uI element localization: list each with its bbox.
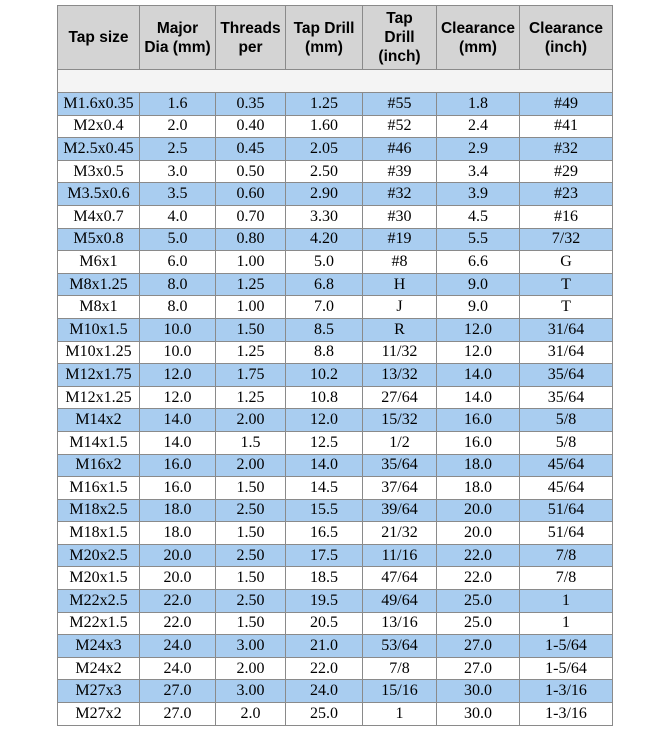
cell-threads-per: 0.45	[216, 138, 286, 161]
cell-major-dia: 18.0	[140, 522, 216, 545]
cell-clearance-mm: 12.0	[437, 318, 520, 341]
cell-tap-size: M10x1.5	[58, 318, 140, 341]
table-row	[58, 296, 613, 319]
cell-threads-per: 1.50	[216, 477, 286, 500]
table-row	[58, 318, 613, 341]
cell-threads-per: 0.35	[216, 93, 286, 116]
cell-tap-drill-mm: 15.5	[286, 499, 363, 522]
spacer-cell	[58, 70, 613, 93]
cell-clearance-inch: 51/64	[520, 499, 613, 522]
cell-tap-drill-inch: 11/16	[363, 544, 437, 567]
header-line: per	[238, 38, 263, 56]
cell-threads-per: 0.60	[216, 183, 286, 206]
cell-threads-per: 2.50	[216, 590, 286, 613]
cell-threads-per: 1.5	[216, 431, 286, 454]
cell-clearance-inch: 1-5/64	[520, 657, 613, 680]
cell-tap-size: M27x3	[58, 680, 140, 703]
cell-threads-per: 2.00	[216, 409, 286, 432]
cell-threads-per: 1.50	[216, 612, 286, 635]
cell-clearance-inch: 1	[520, 612, 613, 635]
cell-threads-per: 1.50	[216, 522, 286, 545]
cell-tap-drill-inch: 15/16	[363, 680, 437, 703]
cell-tap-drill-mm: 1.25	[286, 93, 363, 116]
cell-tap-drill-inch: 7/8	[363, 657, 437, 680]
cell-tap-size: M20x2.5	[58, 544, 140, 567]
header-tap-size	[58, 6, 140, 70]
header-line: (mm)	[305, 38, 343, 56]
table-row	[58, 590, 613, 613]
cell-threads-per: 0.40	[216, 115, 286, 138]
cell-threads-per: 1.50	[216, 567, 286, 590]
cell-tap-drill-mm: 14.5	[286, 477, 363, 500]
cell-threads-per: 1.75	[216, 364, 286, 387]
table-row	[58, 93, 613, 116]
header-line: Clearance	[528, 19, 604, 37]
cell-tap-drill-mm: 20.5	[286, 612, 363, 635]
cell-tap-drill-inch: R	[363, 318, 437, 341]
table-row	[58, 409, 613, 432]
cell-major-dia: 14.0	[140, 409, 216, 432]
cell-tap-size: M2.5x0.45	[58, 138, 140, 161]
cell-major-dia: 2.0	[140, 115, 216, 138]
cell-tap-drill-inch: #8	[363, 251, 437, 274]
cell-threads-per: 1.50	[216, 318, 286, 341]
cell-clearance-inch: 45/64	[520, 454, 613, 477]
cell-major-dia: 4.0	[140, 205, 216, 228]
header-line: Major	[156, 19, 199, 37]
cell-clearance-inch: #23	[520, 183, 613, 206]
cell-tap-size: M22x1.5	[58, 612, 140, 635]
cell-tap-size: M1.6x0.35	[58, 93, 140, 116]
cell-threads-per: 1.00	[216, 251, 286, 274]
table-row	[58, 160, 613, 183]
cell-tap-drill-mm: 3.30	[286, 205, 363, 228]
cell-clearance-mm: 16.0	[437, 431, 520, 454]
header-line: Threads	[220, 19, 281, 37]
cell-tap-drill-inch: #32	[363, 183, 437, 206]
header-line: Clearance	[440, 19, 516, 37]
cell-clearance-inch: 51/64	[520, 522, 613, 545]
cell-clearance-mm: 16.0	[437, 409, 520, 432]
cell-tap-size: M12x1.25	[58, 386, 140, 409]
header-line: Dia (mm)	[144, 38, 211, 56]
cell-tap-size: M18x1.5	[58, 522, 140, 545]
cell-tap-size: M3.5x0.6	[58, 183, 140, 206]
cell-clearance-inch: 31/64	[520, 341, 613, 364]
header-line: (inch)	[378, 48, 421, 65]
cell-major-dia: 10.0	[140, 341, 216, 364]
cell-clearance-mm: 9.0	[437, 273, 520, 296]
table-row	[58, 115, 613, 138]
cell-tap-drill-inch: J	[363, 296, 437, 319]
table-row	[58, 477, 613, 500]
cell-clearance-mm: 3.9	[437, 183, 520, 206]
table-row	[58, 183, 613, 206]
cell-clearance-mm: 12.0	[437, 341, 520, 364]
cell-clearance-mm: 22.0	[437, 544, 520, 567]
cell-tap-drill-inch: 27/64	[363, 386, 437, 409]
cell-tap-drill-inch: 15/32	[363, 409, 437, 432]
cell-tap-size: M14x2	[58, 409, 140, 432]
cell-tap-size: M22x2.5	[58, 590, 140, 613]
cell-clearance-inch: 45/64	[520, 477, 613, 500]
cell-tap-drill-inch: 21/32	[363, 522, 437, 545]
cell-clearance-mm: 18.0	[437, 454, 520, 477]
cell-tap-drill-inch: 1/2	[363, 431, 437, 454]
cell-threads-per: 0.70	[216, 205, 286, 228]
cell-major-dia: 5.0	[140, 228, 216, 251]
cell-clearance-inch: 1-3/16	[520, 703, 613, 726]
cell-tap-size: M16x2	[58, 454, 140, 477]
cell-major-dia: 12.0	[140, 364, 216, 387]
cell-tap-drill-inch: 13/32	[363, 364, 437, 387]
cell-threads-per: 2.50	[216, 544, 286, 567]
cell-tap-size: M8x1.25	[58, 273, 140, 296]
cell-clearance-mm: 3.4	[437, 160, 520, 183]
cell-tap-size: M2x0.4	[58, 115, 140, 138]
cell-threads-per: 1.25	[216, 341, 286, 364]
cell-clearance-mm: 1.8	[437, 93, 520, 116]
cell-clearance-mm: 14.0	[437, 386, 520, 409]
cell-threads-per: 0.80	[216, 228, 286, 251]
cell-major-dia: 27.0	[140, 703, 216, 726]
cell-threads-per: 2.00	[216, 454, 286, 477]
cell-tap-drill-mm: 14.0	[286, 454, 363, 477]
cell-tap-drill-inch: #19	[363, 228, 437, 251]
header-line: Tap	[386, 10, 413, 27]
header-clearance-inch	[520, 6, 613, 70]
cell-clearance-inch: 31/64	[520, 318, 613, 341]
cell-clearance-mm: 22.0	[437, 567, 520, 590]
cell-major-dia: 22.0	[140, 590, 216, 613]
cell-tap-drill-inch: #52	[363, 115, 437, 138]
cell-tap-drill-mm: 10.8	[286, 386, 363, 409]
cell-major-dia: 1.6	[140, 93, 216, 116]
cell-tap-drill-inch: #55	[363, 93, 437, 116]
cell-tap-drill-inch: #30	[363, 205, 437, 228]
table-row	[58, 567, 613, 590]
cell-tap-size: M10x1.25	[58, 341, 140, 364]
cell-tap-drill-inch: #39	[363, 160, 437, 183]
cell-tap-drill-mm: 5.0	[286, 251, 363, 274]
cell-tap-drill-mm: 8.5	[286, 318, 363, 341]
table-row	[58, 205, 613, 228]
table-row	[58, 703, 613, 726]
cell-clearance-mm: 30.0	[437, 703, 520, 726]
cell-tap-drill-mm: 8.8	[286, 341, 363, 364]
header-major-dia	[140, 6, 216, 70]
cell-major-dia: 12.0	[140, 386, 216, 409]
cell-threads-per: 2.0	[216, 703, 286, 726]
cell-tap-drill-mm: 7.0	[286, 296, 363, 319]
cell-threads-per: 2.00	[216, 657, 286, 680]
table-row	[58, 251, 613, 274]
cell-clearance-inch: G	[520, 251, 613, 274]
cell-tap-drill-mm: 2.05	[286, 138, 363, 161]
cell-tap-drill-inch: 47/64	[363, 567, 437, 590]
cell-major-dia: 8.0	[140, 273, 216, 296]
cell-tap-size: M5x0.8	[58, 228, 140, 251]
cell-tap-size: M20x1.5	[58, 567, 140, 590]
cell-tap-size: M18x2.5	[58, 499, 140, 522]
cell-clearance-inch: #16	[520, 205, 613, 228]
cell-clearance-mm: 27.0	[437, 657, 520, 680]
cell-major-dia: 3.0	[140, 160, 216, 183]
cell-tap-drill-inch: #46	[363, 138, 437, 161]
cell-major-dia: 10.0	[140, 318, 216, 341]
cell-clearance-mm: 2.9	[437, 138, 520, 161]
table-row	[58, 431, 613, 454]
cell-threads-per: 3.00	[216, 635, 286, 658]
cell-tap-drill-inch: H	[363, 273, 437, 296]
cell-tap-drill-mm: 18.5	[286, 567, 363, 590]
header-tap-drill-mm	[286, 6, 363, 70]
table-row	[58, 499, 613, 522]
cell-tap-drill-mm: 12.0	[286, 409, 363, 432]
table-row	[58, 386, 613, 409]
cell-tap-drill-mm: 6.8	[286, 273, 363, 296]
cell-major-dia: 27.0	[140, 680, 216, 703]
cell-clearance-mm: 5.5	[437, 228, 520, 251]
spacer-row	[58, 70, 613, 93]
cell-tap-drill-inch: 39/64	[363, 499, 437, 522]
cell-tap-drill-mm: 2.90	[286, 183, 363, 206]
cell-major-dia: 6.0	[140, 251, 216, 274]
cell-major-dia: 20.0	[140, 567, 216, 590]
table-row	[58, 273, 613, 296]
cell-tap-size: M24x2	[58, 657, 140, 680]
cell-tap-drill-mm: 21.0	[286, 635, 363, 658]
table-row	[58, 657, 613, 680]
cell-tap-drill-mm: 19.5	[286, 590, 363, 613]
cell-major-dia: 20.0	[140, 544, 216, 567]
cell-threads-per: 1.00	[216, 296, 286, 319]
cell-tap-drill-mm: 12.5	[286, 431, 363, 454]
cell-threads-per: 1.25	[216, 273, 286, 296]
header-line: (inch)	[544, 38, 588, 56]
cell-clearance-mm: 9.0	[437, 296, 520, 319]
cell-clearance-inch: T	[520, 296, 613, 319]
cell-clearance-mm: 20.0	[437, 522, 520, 545]
cell-tap-drill-mm: 4.20	[286, 228, 363, 251]
cell-major-dia: 22.0	[140, 612, 216, 635]
cell-clearance-inch: 7/8	[520, 567, 613, 590]
cell-tap-drill-inch: 13/16	[363, 612, 437, 635]
header-line: Tap Drill	[293, 19, 355, 37]
cell-clearance-mm: 20.0	[437, 499, 520, 522]
cell-clearance-inch: 7/32	[520, 228, 613, 251]
cell-threads-per: 0.50	[216, 160, 286, 183]
cell-major-dia: 16.0	[140, 477, 216, 500]
cell-tap-size: M12x1.75	[58, 364, 140, 387]
cell-tap-drill-inch: 37/64	[363, 477, 437, 500]
cell-tap-size: M3x0.5	[58, 160, 140, 183]
cell-major-dia: 24.0	[140, 657, 216, 680]
cell-clearance-mm: 27.0	[437, 635, 520, 658]
cell-threads-per: 3.00	[216, 680, 286, 703]
cell-major-dia: 18.0	[140, 499, 216, 522]
cell-tap-size: M16x1.5	[58, 477, 140, 500]
cell-tap-size: M6x1	[58, 251, 140, 274]
table-row	[58, 544, 613, 567]
header-threads-per	[216, 6, 286, 70]
cell-tap-size: M4x0.7	[58, 205, 140, 228]
cell-clearance-inch: 35/64	[520, 364, 613, 387]
cell-clearance-mm: 18.0	[437, 477, 520, 500]
cell-major-dia: 14.0	[140, 431, 216, 454]
cell-tap-drill-inch: 35/64	[363, 454, 437, 477]
table-row	[58, 341, 613, 364]
cell-clearance-mm: 25.0	[437, 590, 520, 613]
cell-tap-drill-inch: 49/64	[363, 590, 437, 613]
cell-clearance-inch: 1	[520, 590, 613, 613]
cell-clearance-mm: 14.0	[437, 364, 520, 387]
table-row	[58, 138, 613, 161]
cell-clearance-mm: 2.4	[437, 115, 520, 138]
cell-clearance-inch: 1-3/16	[520, 680, 613, 703]
cell-clearance-inch: 5/8	[520, 431, 613, 454]
cell-tap-drill-mm: 16.5	[286, 522, 363, 545]
cell-clearance-inch: #41	[520, 115, 613, 138]
cell-clearance-mm: 4.5	[437, 205, 520, 228]
cell-clearance-inch: #32	[520, 138, 613, 161]
cell-tap-size: M24x3	[58, 635, 140, 658]
table-row	[58, 364, 613, 387]
cell-clearance-inch: 1-5/64	[520, 635, 613, 658]
header-row	[58, 6, 613, 70]
tap-drill-table	[57, 5, 613, 726]
cell-tap-drill-mm: 22.0	[286, 657, 363, 680]
header-line: Tap size	[68, 29, 129, 46]
cell-major-dia: 8.0	[140, 296, 216, 319]
cell-tap-drill-inch: 53/64	[363, 635, 437, 658]
cell-clearance-mm: 6.6	[437, 251, 520, 274]
cell-tap-drill-mm: 17.5	[286, 544, 363, 567]
cell-tap-drill-inch: 1	[363, 703, 437, 726]
cell-major-dia: 16.0	[140, 454, 216, 477]
table-row	[58, 228, 613, 251]
cell-clearance-inch: T	[520, 273, 613, 296]
cell-tap-drill-inch: 11/32	[363, 341, 437, 364]
cell-threads-per: 1.25	[216, 386, 286, 409]
cell-major-dia: 24.0	[140, 635, 216, 658]
cell-clearance-inch: #29	[520, 160, 613, 183]
header-clearance-mm	[437, 6, 520, 70]
table-row	[58, 635, 613, 658]
cell-clearance-mm: 25.0	[437, 612, 520, 635]
header-line: (mm)	[459, 38, 497, 56]
cell-threads-per: 2.50	[216, 499, 286, 522]
table-row	[58, 680, 613, 703]
cell-tap-drill-mm: 25.0	[286, 703, 363, 726]
cell-major-dia: 2.5	[140, 138, 216, 161]
cell-tap-drill-mm: 1.60	[286, 115, 363, 138]
cell-clearance-inch: 7/8	[520, 544, 613, 567]
cell-major-dia: 3.5	[140, 183, 216, 206]
cell-clearance-mm: 30.0	[437, 680, 520, 703]
cell-clearance-inch: 5/8	[520, 409, 613, 432]
cell-clearance-inch: 35/64	[520, 386, 613, 409]
header-tap-drill-inch	[363, 6, 437, 70]
cell-tap-drill-mm: 10.2	[286, 364, 363, 387]
table-row	[58, 612, 613, 635]
header-line: Drill	[384, 29, 415, 46]
cell-tap-size: M14x1.5	[58, 431, 140, 454]
cell-tap-drill-mm: 2.50	[286, 160, 363, 183]
cell-tap-size: M27x2	[58, 703, 140, 726]
table-row	[58, 522, 613, 545]
cell-clearance-inch: #49	[520, 93, 613, 116]
table-row	[58, 454, 613, 477]
cell-tap-drill-mm: 24.0	[286, 680, 363, 703]
cell-tap-size: M8x1	[58, 296, 140, 319]
